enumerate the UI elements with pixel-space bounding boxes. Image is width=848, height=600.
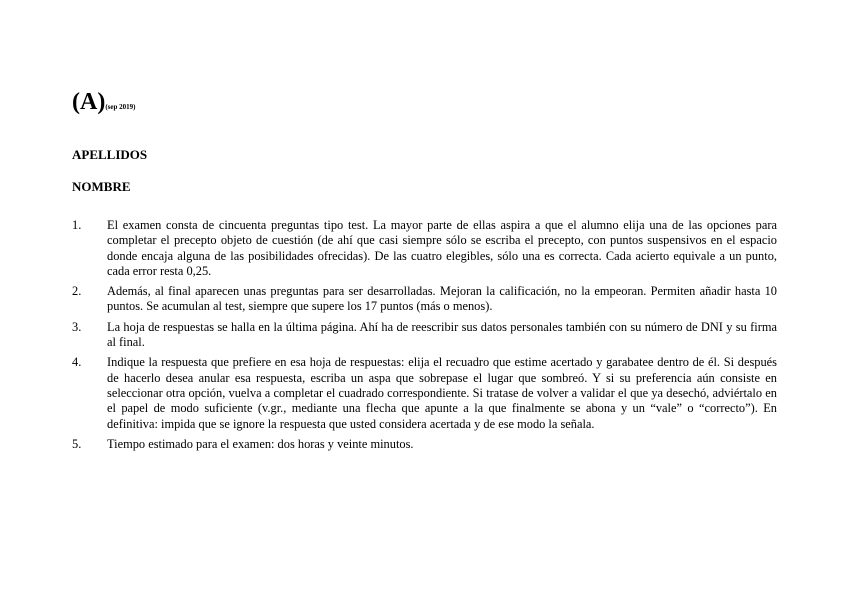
instruction-item — [72, 320, 777, 351]
nombre-label: NOMBRE — [72, 179, 131, 194]
instruction-item — [72, 355, 777, 431]
instruction-text: Tiempo estimado para el examen: dos horas y veinte minutos. — [107, 436, 414, 451]
instruction-text: Además, al final aparecen unas preguntas para ser desarrolladas. Mejoran la calificación, no la empeoran. Permiten añadir hasta 10 puntos. Se acumulan al test, siempre que supere los 17 puntos (más o menos). — [107, 284, 777, 314]
instruction-item — [72, 437, 777, 452]
instruction-item — [72, 218, 777, 279]
exam-version-letter: (A) — [72, 89, 106, 115]
instruction-text: La hoja de respuestas se halla en la última página. Ahí ha de reescribir sus datos personales también con su número de DNI y su firma al final. — [107, 319, 777, 350]
instruction-text: Indique la respuesta que prefiere en esa hoja de respuestas: elija el recuadro que estime acertado y garabatee dentro de él. Si después de hacerlo desea anular esa respuesta, escriba un aspa que sobrepase el lugar que sombreó. Y si su preferencia aún consiste en seleccionar otra opción, vuelva a completar el cuadrado correspondiente. Si tratase de volver a validar el que ya desechó, adviértalo en el papel de modo suficiente (v.gr., mediante una flecha que apunte a la que finalmente se abona y un “vale” o “correcto”). En definitiva: impida que se ignore la respuesta que usted considera acertada y de ese modo la señala. — [107, 355, 777, 431]
instruction-text: El examen consta de cincuenta preguntas tipo test. La mayor parte de ellas aspira a que el alumno elija una de las opciones para completar el precepto objeto de cuestión (de ahí que casi siempre sólo se escriba el precepto, con puntos suspensivos en el espacio donde encaja alguna de las posibilidades ofrecidas). De las cuatro elegibles, sólo una es correcta. Cada acierto equivale a un punto, cada error resta 0,25. — [107, 218, 777, 278]
instruction-item — [72, 284, 777, 315]
instruction-number: 4. — [72, 355, 82, 370]
exam-version-header — [72, 88, 135, 121]
apellidos-label: APELLIDOS — [72, 147, 148, 162]
instruction-number: 2. — [72, 284, 82, 299]
instruction-number: 5. — [72, 436, 82, 451]
exam-version-date: (sep 2019) — [105, 103, 136, 111]
instruction-number: 3. — [72, 319, 82, 334]
instructions-list — [72, 218, 777, 457]
instruction-number: 1. — [72, 218, 82, 232]
